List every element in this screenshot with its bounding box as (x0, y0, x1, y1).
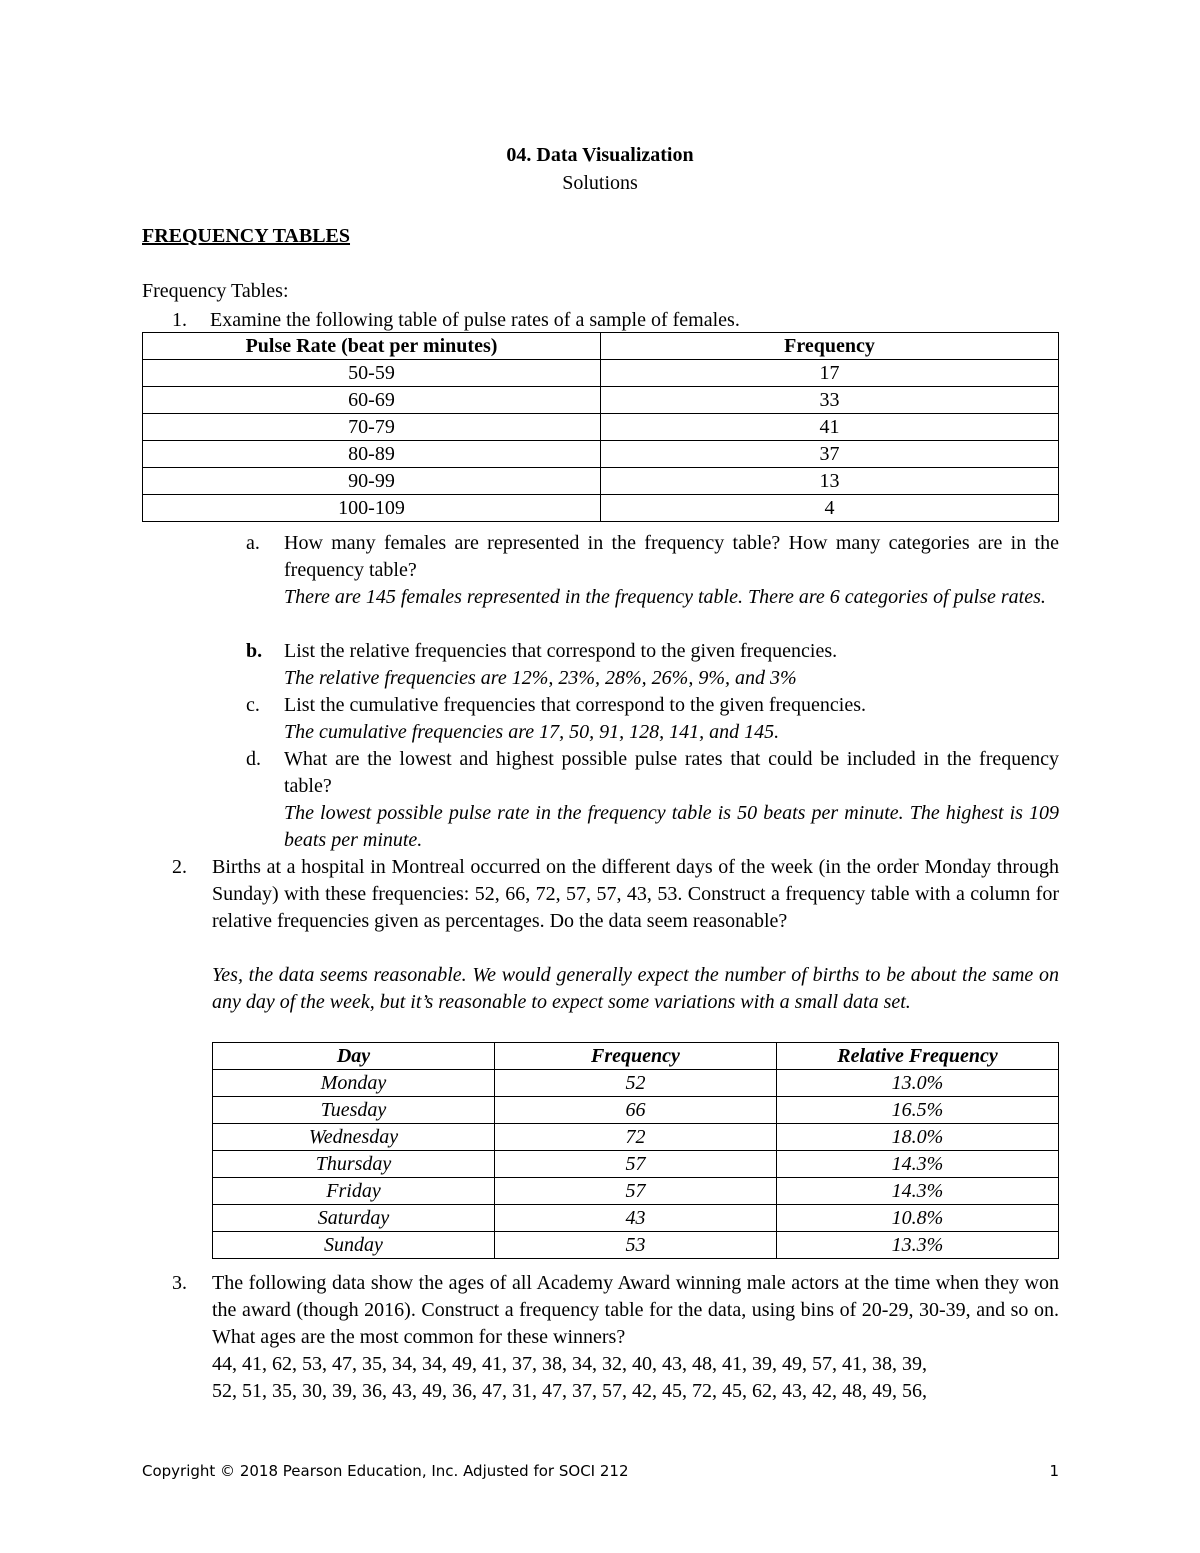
subquestion-c-label: c. (246, 694, 260, 716)
subquestion-d-answer: The lowest possible pulse rate in the frequency table is 50 beats per minute. The highest is 109 beats per minute. (284, 802, 1059, 851)
subquestion-b-label: b. (246, 640, 263, 662)
table-cell: 100-109 (143, 495, 601, 522)
table-header: Relative Frequency (777, 1043, 1059, 1070)
intro-text: Frequency Tables: (142, 280, 289, 302)
table-cell: Thursday (213, 1151, 495, 1178)
table-cell: Tuesday (213, 1097, 495, 1124)
table-cell: Friday (213, 1178, 495, 1205)
question-3-data-line-2: 52, 51, 35, 30, 39, 36, 43, 49, 36, 47, 31, 47, 37, 57, 42, 45, 72, 45, 62, 43, 42, 48, 49, 56, (212, 1380, 927, 1402)
table-cell: Sunday (213, 1232, 495, 1259)
table-cell: Wednesday (213, 1124, 495, 1151)
table-cell: 14.3% (777, 1178, 1059, 1205)
table-row (213, 1178, 1059, 1205)
copyright-text: Copyright © 2018 Pearson Education, Inc. Adjusted for SOCI 212 (142, 1462, 629, 1480)
table-cell: 90-99 (143, 468, 601, 495)
table-cell: 53 (495, 1232, 777, 1259)
subquestion-b-answer: The relative frequencies are 12%, 23%, 28%, 26%, 9%, and 3% (284, 667, 797, 689)
page-number: 1 (1049, 1462, 1059, 1480)
question-1-number: 1. (172, 309, 187, 331)
table-row (213, 1232, 1059, 1259)
subquestion-b-text: List the relative frequencies that correspond to the given frequencies. (284, 640, 838, 662)
table-cell: 33 (601, 387, 1059, 414)
table-row (143, 441, 1059, 468)
table-header: Day (213, 1043, 495, 1070)
table-header: Frequency (495, 1043, 777, 1070)
question-3-number: 3. (172, 1272, 187, 1294)
table-row (213, 1070, 1059, 1097)
table-cell: 13.3% (777, 1232, 1059, 1259)
table-row (213, 1151, 1059, 1178)
question-3-data-line-1: 44, 41, 62, 53, 47, 35, 34, 34, 49, 41, 37, 38, 34, 32, 40, 43, 48, 41, 39, 49, 57, 41, 38, 39, (212, 1353, 927, 1375)
table-cell: 66 (495, 1097, 777, 1124)
table-cell: Monday (213, 1070, 495, 1097)
table-row (143, 495, 1059, 522)
table-cell: 18.0% (777, 1124, 1059, 1151)
table-cell: 70-79 (143, 414, 601, 441)
table-cell: 14.3% (777, 1151, 1059, 1178)
question-2-number: 2. (172, 856, 187, 878)
question-2-answer: Yes, the data seems reasonable. We would generally expect the number of births to be about the same on any day of the week, but it’s reasonable to expect some variations with a small data set. (212, 964, 1059, 1013)
table-header: Pulse Rate (beat per minutes) (143, 333, 601, 360)
table-row (143, 414, 1059, 441)
table-cell: 57 (495, 1151, 777, 1178)
subquestion-c-answer: The cumulative frequencies are 17, 50, 91, 128, 141, and 145. (284, 721, 780, 743)
pulse-rate-table (142, 332, 1059, 522)
table-header-row (213, 1043, 1059, 1070)
table-cell: 80-89 (143, 441, 601, 468)
table-cell: 60-69 (143, 387, 601, 414)
page-title: 04. Data Visualization (506, 144, 694, 166)
subquestion-a-answer: There are 145 females represented in the frequency table. There are 6 categories of pulse rates. (284, 586, 1046, 608)
table-cell: 50-59 (143, 360, 601, 387)
table-cell: 13 (601, 468, 1059, 495)
subquestion-a-text: How many females are represented in the frequency table? How many categories are in the frequency table? (284, 532, 1059, 581)
table-cell: 4 (601, 495, 1059, 522)
table-row (143, 360, 1059, 387)
table-header: Frequency (601, 333, 1059, 360)
table-cell: 13.0% (777, 1070, 1059, 1097)
table-cell: 16.5% (777, 1097, 1059, 1124)
subquestion-a-label: a. (246, 532, 260, 554)
table-row (213, 1205, 1059, 1232)
table-cell: 37 (601, 441, 1059, 468)
table-row (213, 1097, 1059, 1124)
subquestion-d-label: d. (246, 748, 261, 770)
subquestion-d-text: What are the lowest and highest possible pulse rates that could be included in the frequency table? (284, 748, 1059, 797)
table-row (143, 468, 1059, 495)
question-3-text: The following data show the ages of all Academy Award winning male actors at the time when they won the award (though 2016). Construct a frequency table for the data, using bins of 20-29, 30-39, and so on. What ages are the most common for these winners? (212, 1272, 1059, 1348)
table-row (143, 387, 1059, 414)
table-cell: 17 (601, 360, 1059, 387)
table-cell: 10.8% (777, 1205, 1059, 1232)
table-row (213, 1124, 1059, 1151)
table-cell: 41 (601, 414, 1059, 441)
question-2-text: Births at a hospital in Montreal occurred on the different days of the week (in the order Monday through Sunday) with these frequencies: 52, 66, 72, 57, 57, 43, 53. Construct a frequency table with a column for relative frequencies given as percentages. Do the data seem reasonable? (212, 856, 1059, 932)
table-cell: 57 (495, 1178, 777, 1205)
table-cell: 52 (495, 1070, 777, 1097)
table-cell: 72 (495, 1124, 777, 1151)
table-cell: Saturday (213, 1205, 495, 1232)
births-table (212, 1042, 1059, 1259)
subquestion-c-text: List the cumulative frequencies that correspond to the given frequencies. (284, 694, 867, 716)
table-cell: 43 (495, 1205, 777, 1232)
question-1-text: Examine the following table of pulse rates of a sample of females. (210, 309, 740, 331)
section-heading: FREQUENCY TABLES (142, 225, 351, 247)
page-subtitle: Solutions (562, 172, 638, 194)
table-header-row (143, 333, 1059, 360)
